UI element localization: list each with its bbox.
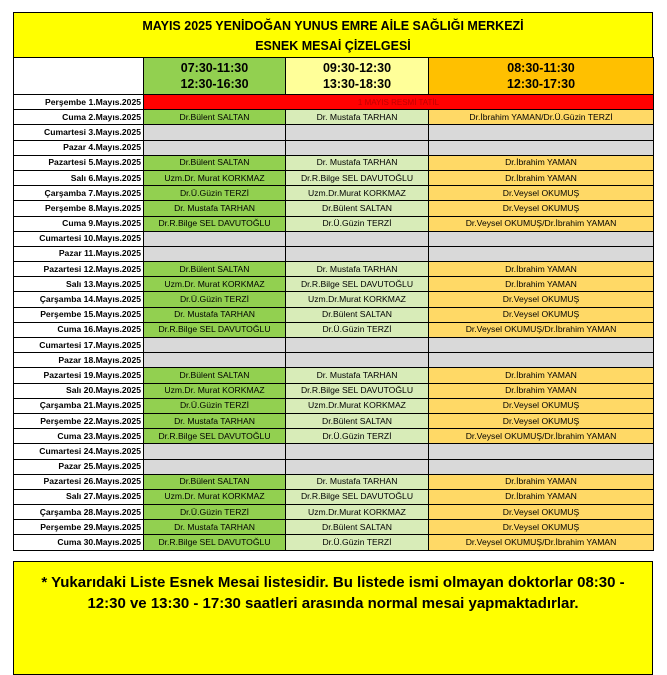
shift-1-cell [144, 338, 286, 353]
shift-3-cell: Dr.İbrahim YAMAN [429, 277, 654, 292]
shift-2-cell: Dr.R.Bilge SEL DAVUTOĞLU [286, 277, 429, 292]
shift-2-cell: Dr.Bülent SALTAN [286, 307, 429, 322]
schedule-row [14, 262, 654, 277]
shift-1-cell [144, 444, 286, 459]
title-line1: MAYIS 2025 YENİDOĞAN YUNUS EMRE AİLE SAĞLIĞI MERKEZİ [142, 19, 524, 33]
row-date: Cuma 30.Mayıs.2025 [14, 535, 144, 550]
shift-2-cell: Dr. Mustafa TARHAN [286, 368, 429, 383]
shift-3-cell: Dr.Veysel OKUMUŞ/Dr.İbrahim YAMAN [429, 216, 654, 231]
header-shift-3 [429, 58, 654, 95]
header-shift-1-line2: 12:30-16:30 [180, 77, 249, 91]
row-date: Cumartesi 3.Mayıs.2025 [14, 125, 144, 140]
shift-3-cell: Dr.Veysel OKUMUŞ [429, 413, 654, 428]
schedule-row [14, 474, 654, 489]
shift-2-cell [286, 338, 429, 353]
row-date: Cumartesi 24.Mayıs.2025 [14, 444, 144, 459]
schedule-row [14, 155, 654, 170]
header-row [14, 58, 654, 95]
shift-3-cell: Dr.İbrahim YAMAN [429, 262, 654, 277]
shift-3-cell: Dr.İbrahim YAMAN [429, 170, 654, 185]
shift-2-cell: Uzm.Dr.Murat KORKMAZ [286, 505, 429, 520]
shift-2-cell: Dr. Mustafa TARHAN [286, 110, 429, 125]
shift-1-cell: Dr.Ü.Güzin TERZİ [144, 186, 286, 201]
row-date: Pazartesi 19.Mayıs.2025 [14, 368, 144, 383]
shift-1-cell: Uzm.Dr. Murat KORKMAZ [144, 489, 286, 504]
schedule-row [14, 535, 654, 550]
schedule-sheet [13, 12, 653, 675]
row-date: Salı 20.Mayıs.2025 [14, 383, 144, 398]
schedule-row [14, 353, 654, 368]
shift-3-cell [429, 231, 654, 246]
shift-2-cell: Uzm.Dr.Murat KORKMAZ [286, 398, 429, 413]
shift-3-cell: Dr.İbrahim YAMAN [429, 489, 654, 504]
schedule-row [14, 186, 654, 201]
schedule-row [14, 231, 654, 246]
header-shift-3-line2: 12:30-17:30 [506, 77, 576, 91]
shift-2-cell [286, 231, 429, 246]
shift-2-cell: Dr.Ü.Güzin TERZİ [286, 322, 429, 337]
shift-1-cell: Dr. Mustafa TARHAN [144, 307, 286, 322]
shift-1-cell: Uzm.Dr. Murat KORKMAZ [144, 170, 286, 185]
row-date: Çarşamba 28.Mayıs.2025 [14, 505, 144, 520]
shift-3-cell [429, 338, 654, 353]
shift-2-cell: Dr. Mustafa TARHAN [286, 262, 429, 277]
schedule-row [14, 368, 654, 383]
header-shift-2-line1: 09:30-12:30 [322, 61, 392, 75]
shift-3-cell: Dr.Veysel OKUMUŞ [429, 201, 654, 216]
shift-1-cell: Dr. Mustafa TARHAN [144, 413, 286, 428]
row-date: Pazar 18.Mayıs.2025 [14, 353, 144, 368]
shift-1-cell: Dr.Bülent SALTAN [144, 155, 286, 170]
header-shift-1-line1: 07:30-11:30 [180, 61, 249, 75]
shift-1-cell [144, 125, 286, 140]
row-date: Cumartesi 17.Mayıs.2025 [14, 338, 144, 353]
shift-3-cell: Dr.Veysel OKUMUŞ [429, 186, 654, 201]
shift-1-cell: Dr.R.Bilge SEL DAVUTOĞLU [144, 322, 286, 337]
shift-1-cell: Dr.R.Bilge SEL DAVUTOĞLU [144, 535, 286, 550]
shift-3-cell [429, 125, 654, 140]
shift-1-cell: Dr. Mustafa TARHAN [144, 201, 286, 216]
shift-3-cell: Dr.İbrahim YAMAN [429, 368, 654, 383]
schedule-row [14, 246, 654, 261]
row-date: Pazartesi 26.Mayıs.2025 [14, 474, 144, 489]
shift-1-cell: Dr. Mustafa TARHAN [144, 520, 286, 535]
shift-2-cell: Dr. Mustafa TARHAN [286, 474, 429, 489]
shift-1-cell [144, 231, 286, 246]
shift-3-cell [429, 459, 654, 474]
shift-1-cell [144, 353, 286, 368]
shift-1-cell [144, 246, 286, 261]
schedule-row [14, 489, 654, 504]
shift-1-cell: Dr.Bülent SALTAN [144, 262, 286, 277]
shift-1-cell: Dr.R.Bilge SEL DAVUTOĞLU [144, 216, 286, 231]
row-date: Salı 6.Mayıs.2025 [14, 170, 144, 185]
shift-2-cell: Dr.R.Bilge SEL DAVUTOĞLU [286, 489, 429, 504]
schedule-row [14, 459, 654, 474]
shift-3-cell: Dr.Veysel OKUMUŞ/Dr.İbrahim YAMAN [429, 429, 654, 444]
shift-2-cell: Uzm.Dr.Murat KORKMAZ [286, 292, 429, 307]
schedule-row [14, 110, 654, 125]
schedule-row [14, 520, 654, 535]
shift-2-cell: Dr.Bülent SALTAN [286, 201, 429, 216]
title-line2: ESNEK MESAİ ÇİZELGESİ [255, 39, 411, 53]
shift-1-cell [144, 459, 286, 474]
shift-3-cell: Dr.İbrahim YAMAN/Dr.Ü.Güzin TERZİ [429, 110, 654, 125]
shift-1-cell: Uzm.Dr. Murat KORKMAZ [144, 383, 286, 398]
row-date: Çarşamba 21.Mayıs.2025 [14, 398, 144, 413]
row-date: Cumartesi 10.Mayıs.2025 [14, 231, 144, 246]
shift-1-cell: Dr.R.Bilge SEL DAVUTOĞLU [144, 429, 286, 444]
shift-2-cell [286, 140, 429, 155]
row-date: Pazartesi 12.Mayıs.2025 [14, 262, 144, 277]
schedule-row [14, 140, 654, 155]
row-date: Cuma 2.Mayıs.2025 [14, 110, 144, 125]
schedule-row [14, 444, 654, 459]
shift-3-cell: Dr.İbrahim YAMAN [429, 383, 654, 398]
schedule-row [14, 338, 654, 353]
shift-3-cell [429, 246, 654, 261]
shift-3-cell: Dr.İbrahim YAMAN [429, 155, 654, 170]
schedule-row [14, 413, 654, 428]
row-date: Pazar 25.Mayıs.2025 [14, 459, 144, 474]
row-date: Salı 27.Mayıs.2025 [14, 489, 144, 504]
schedule-row [14, 429, 654, 444]
shift-2-cell [286, 125, 429, 140]
shift-1-cell: Dr.Bülent SALTAN [144, 368, 286, 383]
shift-1-cell: Dr.Ü.Güzin TERZİ [144, 505, 286, 520]
shift-2-cell: Dr.Bülent SALTAN [286, 413, 429, 428]
shift-3-cell: Dr.Veysel OKUMUŞ [429, 398, 654, 413]
schedule-row [14, 277, 654, 292]
schedule-table [13, 57, 654, 551]
shift-1-cell: Dr.Bülent SALTAN [144, 110, 286, 125]
schedule-row [14, 398, 654, 413]
footnote-text: * Yukarıdaki Liste Esnek Mesai listesidir. Bu listede ismi olmayan doktorlar 08:30 - 12:30 ve 13:30 - 17:30 saatleri arasında normal mesai yapmaktadırlar. [41, 573, 625, 612]
holiday-cell: 1 MAYIS RESMİ TATİL [144, 95, 654, 110]
row-date: Perşembe 29.Mayıs.2025 [14, 520, 144, 535]
shift-2-cell [286, 459, 429, 474]
schedule-row [14, 201, 654, 216]
shift-2-cell: Dr.Ü.Güzin TERZİ [286, 429, 429, 444]
schedule-row [14, 216, 654, 231]
shift-1-cell [144, 140, 286, 155]
footnote-banner [13, 561, 653, 675]
row-date: Pazartesi 5.Mayıs.2025 [14, 155, 144, 170]
shift-3-cell: Dr.İbrahim YAMAN [429, 474, 654, 489]
shift-2-cell: Dr. Mustafa TARHAN [286, 155, 429, 170]
header-shift-2-line2: 13:30-18:30 [322, 77, 392, 91]
shift-2-cell: Uzm.Dr.Murat KORKMAZ [286, 186, 429, 201]
shift-1-cell: Uzm.Dr. Murat KORKMAZ [144, 277, 286, 292]
shift-2-cell: Dr.Ü.Güzin TERZİ [286, 535, 429, 550]
row-date: Pazar 4.Mayıs.2025 [14, 140, 144, 155]
shift-1-cell: Dr.Ü.Güzin TERZİ [144, 292, 286, 307]
header-shift-3-line1: 08:30-11:30 [507, 61, 575, 75]
shift-1-cell: Dr.Ü.Güzin TERZİ [144, 398, 286, 413]
shift-2-cell [286, 353, 429, 368]
header-shift-1 [144, 58, 286, 95]
row-date: Pazar 11.Mayıs.2025 [14, 246, 144, 261]
schedule-row [14, 322, 654, 337]
row-date: Perşembe 22.Mayıs.2025 [14, 413, 144, 428]
schedule-row [14, 125, 654, 140]
shift-3-cell [429, 444, 654, 459]
row-date: Çarşamba 7.Mayıs.2025 [14, 186, 144, 201]
shift-3-cell: Dr.Veysel OKUMUŞ [429, 307, 654, 322]
shift-2-cell [286, 246, 429, 261]
schedule-row [14, 95, 654, 110]
schedule-row [14, 307, 654, 322]
row-date: Çarşamba 14.Mayıs.2025 [14, 292, 144, 307]
row-date: Salı 13.Mayıs.2025 [14, 277, 144, 292]
row-date: Perşembe 8.Mayıs.2025 [14, 201, 144, 216]
shift-3-cell: Dr.Veysel OKUMUŞ/Dr.İbrahim YAMAN [429, 322, 654, 337]
schedule-row [14, 505, 654, 520]
shift-2-cell: Dr.Bülent SALTAN [286, 520, 429, 535]
shift-3-cell [429, 140, 654, 155]
shift-3-cell: Dr.Veysel OKUMUŞ/Dr.İbrahim YAMAN [429, 535, 654, 550]
shift-2-cell [286, 444, 429, 459]
title-banner [13, 12, 653, 58]
row-date: Cuma 16.Mayıs.2025 [14, 322, 144, 337]
shift-3-cell [429, 353, 654, 368]
shift-2-cell: Dr.R.Bilge SEL DAVUTOĞLU [286, 383, 429, 398]
schedule-row [14, 292, 654, 307]
header-shift-2 [286, 58, 429, 95]
row-date: Cuma 9.Mayıs.2025 [14, 216, 144, 231]
shift-1-cell: Dr.Bülent SALTAN [144, 474, 286, 489]
shift-3-cell: Dr.Veysel OKUMUŞ [429, 520, 654, 535]
schedule-row [14, 170, 654, 185]
row-date: Cuma 23.Mayıs.2025 [14, 429, 144, 444]
shift-2-cell: Dr.Ü.Güzin TERZİ [286, 216, 429, 231]
row-date: Perşembe 15.Mayıs.2025 [14, 307, 144, 322]
row-date: Perşembe 1.Mayıs.2025 [14, 95, 144, 110]
header-date-cell [14, 58, 144, 95]
shift-3-cell: Dr.Veysel OKUMUŞ [429, 292, 654, 307]
shift-2-cell: Dr.R.Bilge SEL DAVUTOĞLU [286, 170, 429, 185]
schedule-row [14, 383, 654, 398]
shift-3-cell: Dr.Veysel OKUMUŞ [429, 505, 654, 520]
